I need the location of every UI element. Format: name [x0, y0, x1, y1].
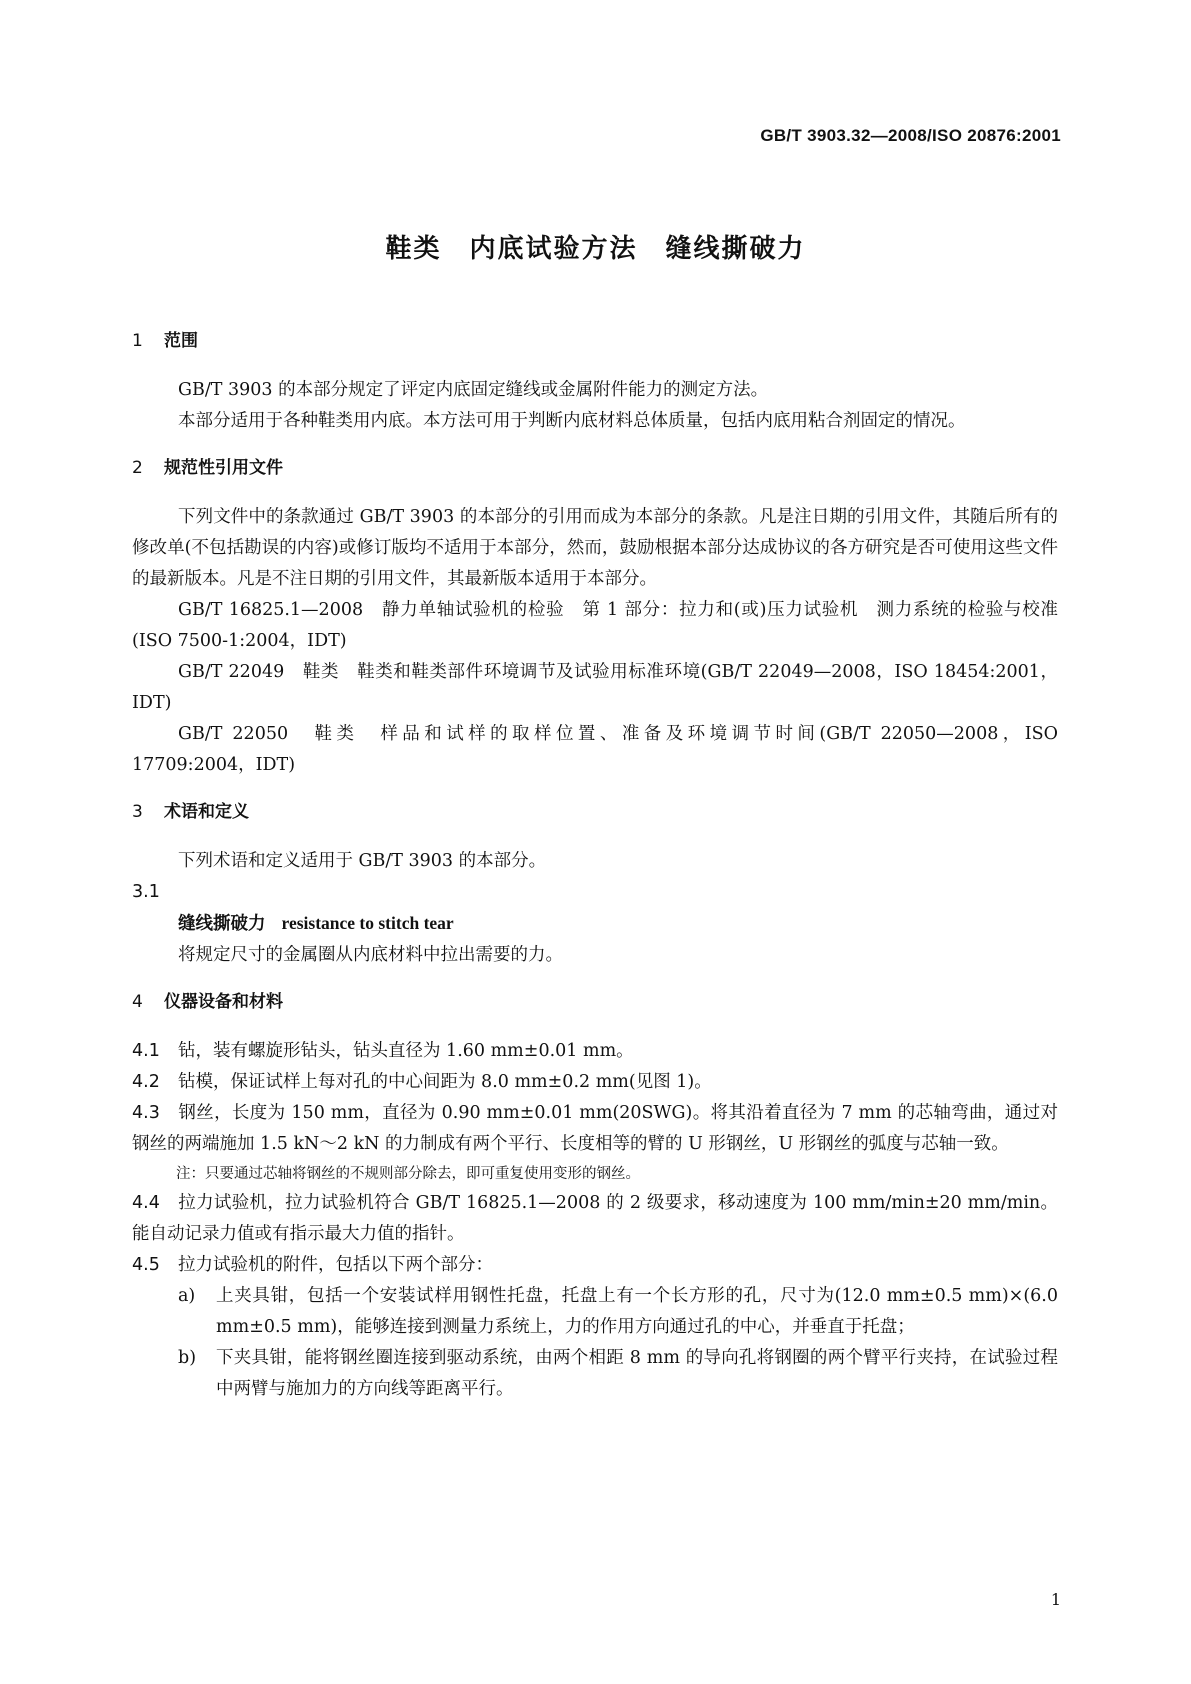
clause-text: 钻模，保证试样上每对孔的中心间距为 8.0 mm±0.2 mm(见图 1)。 [178, 1072, 712, 1092]
term-definition: 将规定尺寸的金属圈从内底材料中拉出需要的力。 [178, 945, 563, 965]
paragraph: 下列术语和定义适用于 GB/T 3903 的本部分。 [178, 851, 547, 871]
page-number: 1 [1050, 1590, 1061, 1609]
clause-4-5 [132, 1250, 1058, 1281]
clause-text: 钻，装有螺旋形钻头，钻头直径为 1.60 mm±0.01 mm。 [178, 1041, 634, 1061]
list-text: 下夹具钳，能将钢丝圈连接到驱动系统，由两个相距 8 mm 的导向孔将钢圈的两个臂平行夹持，在试验过程中两臂与施加力的方向线等距离平行。 [216, 1348, 1058, 1399]
clause-number: 4.4 [132, 1193, 160, 1213]
section-number: 2 [132, 458, 143, 478]
paragraph: 本部分适用于各种鞋类用内底。本方法可用于判断内底材料总体质量，包括内底用粘合剂固定的情况。 [178, 411, 966, 431]
note: 注：只要通过芯轴将钢丝的不规则部分除去，即可重复使用变形的钢丝。 [176, 1166, 640, 1182]
list-label: a) [178, 1286, 196, 1306]
section-number: 4 [132, 992, 143, 1012]
reference-item: GB/T 22050 鞋类 样品和试样的取样位置、准备及环境调节时间(GB/T 22050—2008，ISO 17709:2004，IDT) [132, 724, 1058, 775]
paragraph: GB/T 3903 的本部分规定了评定内底固定缝线或金属附件能力的测定方法。 [178, 380, 769, 400]
clause-4-1 [132, 1036, 1058, 1067]
clause-number: 4.1 [132, 1041, 160, 1061]
reference-item: GB/T 22049 鞋类 鞋类和鞋类部件环境调节及试验用标准环境(GB/T 22049—2008，ISO 18454:2001，IDT) [132, 662, 1058, 713]
section-heading-3 [132, 797, 1058, 828]
clause-number: 4.3 [132, 1103, 160, 1123]
section-heading-2 [132, 453, 1058, 484]
section-title: 仪器设备和材料 [164, 992, 283, 1012]
list-item-a [132, 1281, 1058, 1343]
clause-text: 钢丝，长度为 150 mm，直径为 0.90 mm±0.01 mm(20SWG)。将其沿着直径为 7 mm 的芯轴弯曲，通过对钢丝的两端施加 1.5 kN～2 kN 的力制成有两个平行、长度相等的臂的 U 形钢丝，U 形钢丝的弧度与芯轴一致。 [132, 1103, 1058, 1154]
section-number: 1 [132, 331, 143, 351]
clause-text: 拉力试验机，拉力试验机符合 GB/T 16825.1—2008 的 2 级要求，移动速度为 100 mm/min±20 mm/min。能自动记录力值或有指示最大力值的指针。 [132, 1193, 1058, 1244]
document-title: 鞋类 内底试验方法 缝线撕破力 [385, 234, 806, 264]
subclause-number: 3.1 [132, 882, 160, 902]
section-title: 规范性引用文件 [164, 458, 283, 478]
clause-text: 拉力试验机的附件，包括以下两个部分： [178, 1255, 493, 1275]
section-heading-1 [132, 326, 1058, 357]
clause-4-3 [132, 1098, 1058, 1160]
section-title: 范围 [164, 331, 198, 351]
section-number: 3 [132, 802, 143, 822]
section-heading-4 [132, 987, 1058, 1018]
list-text: 上夹具钳，包括一个安装试样用钢性托盘，托盘上有一个长方形的孔，尺寸为(12.0 mm±0.5 mm)×(6.0 mm±0.5 mm)，能够连接到测量力系统上，力的作用方向通过孔的中心，并垂直于托盘； [216, 1286, 1058, 1337]
list-item-b [132, 1343, 1058, 1405]
term-english: resistance to stitch tear [281, 913, 454, 933]
section-title: 术语和定义 [164, 802, 249, 822]
clause-4-2 [132, 1067, 1058, 1098]
reference-item: GB/T 16825.1—2008 静力单轴试验机的检验 第 1 部分：拉力和(或)压力试验机 测力系统的检验与校准(ISO 7500-1:2004，IDT) [132, 600, 1058, 651]
standard-code: GB/T 3903.32—2008/ISO 20876:2001 [760, 126, 1061, 145]
term-chinese: 缝线撕破力 [178, 914, 266, 934]
clause-number: 4.5 [132, 1255, 160, 1275]
document-body [132, 326, 1058, 1405]
clause-4-4 [132, 1188, 1058, 1250]
term-entry [132, 908, 1058, 940]
list-label: b) [178, 1348, 197, 1368]
clause-number: 4.2 [132, 1072, 160, 1092]
paragraph: 下列文件中的条款通过 GB/T 3903 的本部分的引用而成为本部分的条款。凡是注日期的引用文件，其随后所有的修改单(不包括勘误的内容)或修订版均不适用于本部分，然而，鼓励根据本部分达成协议的各方研究是否可使用这些文件的最新版本。凡是不注日期的引用文件，其最新版本适用于本部分。 [132, 507, 1058, 589]
